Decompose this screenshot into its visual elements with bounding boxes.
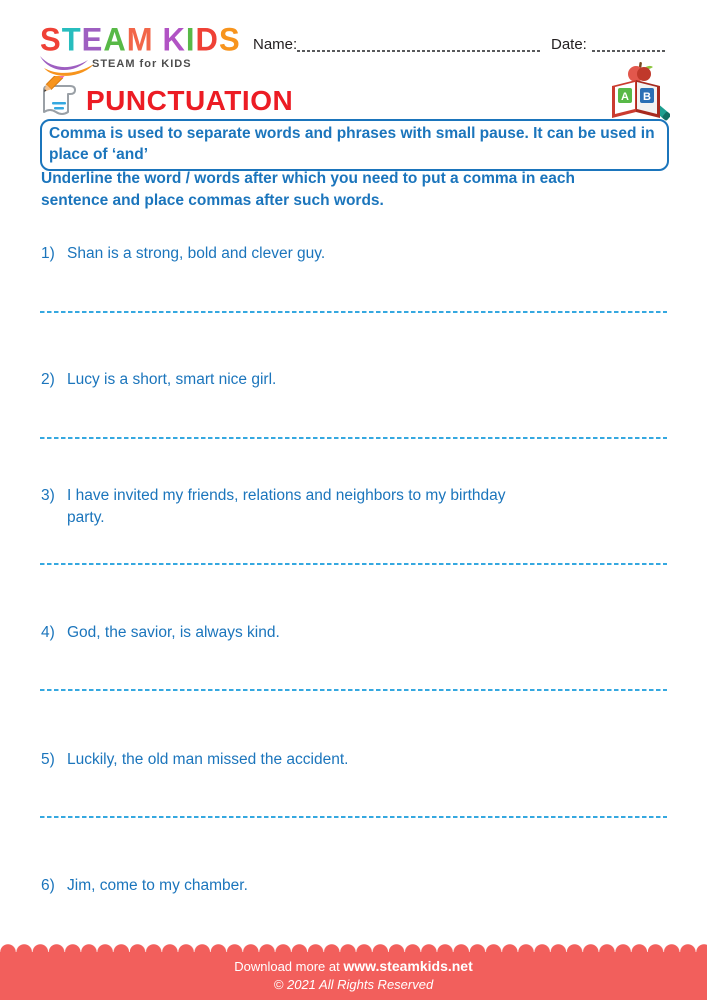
date-label: Date:: [551, 36, 587, 53]
title-row: [38, 76, 293, 118]
sentence-item-4: [41, 622, 280, 644]
item-text: Jim, come to my chamber.: [67, 877, 248, 894]
svg-text:B: B: [643, 91, 651, 103]
definition-box: Comma is used to separate words and phrases with small pause. It can be used in place of ‘and’: [40, 119, 669, 171]
logo-wordmark: STEAM KIDS: [40, 21, 241, 58]
steamkids-logo: [40, 21, 241, 70]
footer-band: [0, 952, 707, 1000]
answer-line-4[interactable]: [40, 689, 667, 691]
logo-swoosh-icon: [38, 54, 98, 76]
item-number: 5): [41, 751, 55, 768]
item-number: 1): [41, 245, 55, 262]
answer-line-2[interactable]: [40, 437, 667, 439]
answer-line-5[interactable]: [40, 816, 667, 818]
footer-download-text: Download more at www.steamkids.net: [234, 958, 473, 974]
item-text: Lucy is a short, smart nice girl.: [67, 371, 277, 388]
name-label: Name:: [253, 36, 298, 53]
sentence-item-2: [41, 369, 276, 391]
name-input-line[interactable]: [297, 50, 540, 52]
logo-tagline: STEAM for KIDS: [92, 58, 192, 70]
item-number: 3): [41, 487, 55, 504]
item-text: Shan is a strong, bold and clever guy.: [67, 245, 326, 262]
item-text: God, the savior, is always kind.: [67, 624, 280, 641]
footer: [0, 944, 707, 1000]
sentence-item-1: [41, 243, 325, 265]
sentence-item-6: [41, 875, 248, 897]
footer-copyright: © 2021 All Rights Reserved: [273, 977, 434, 992]
book-ab-icon: [606, 56, 670, 122]
page-title: PUNCTUATION: [86, 85, 294, 116]
date-input-line[interactable]: [592, 50, 667, 52]
item-text: Luckily, the old man missed the accident.: [67, 751, 349, 768]
answer-line-1[interactable]: [40, 311, 667, 313]
footer-url-link[interactable]: www.steamkids.net: [343, 958, 473, 974]
sentence-item-5: [41, 749, 348, 771]
footer-scallop-edge: [0, 944, 707, 952]
pencil-scroll-icon: [38, 76, 80, 118]
item-number: 2): [41, 371, 55, 388]
instruction-text: Underline the word / words after which you need to put a comma in each sentence and place commas after such words.: [41, 170, 575, 209]
answer-line-3[interactable]: [40, 563, 667, 565]
svg-text:A: A: [621, 91, 629, 103]
item-text: I have invited my friends, relations and neighbors to my birthday party.: [67, 487, 506, 526]
sentence-item-3: [41, 485, 527, 529]
item-number: 6): [41, 877, 55, 894]
item-number: 4): [41, 624, 55, 641]
